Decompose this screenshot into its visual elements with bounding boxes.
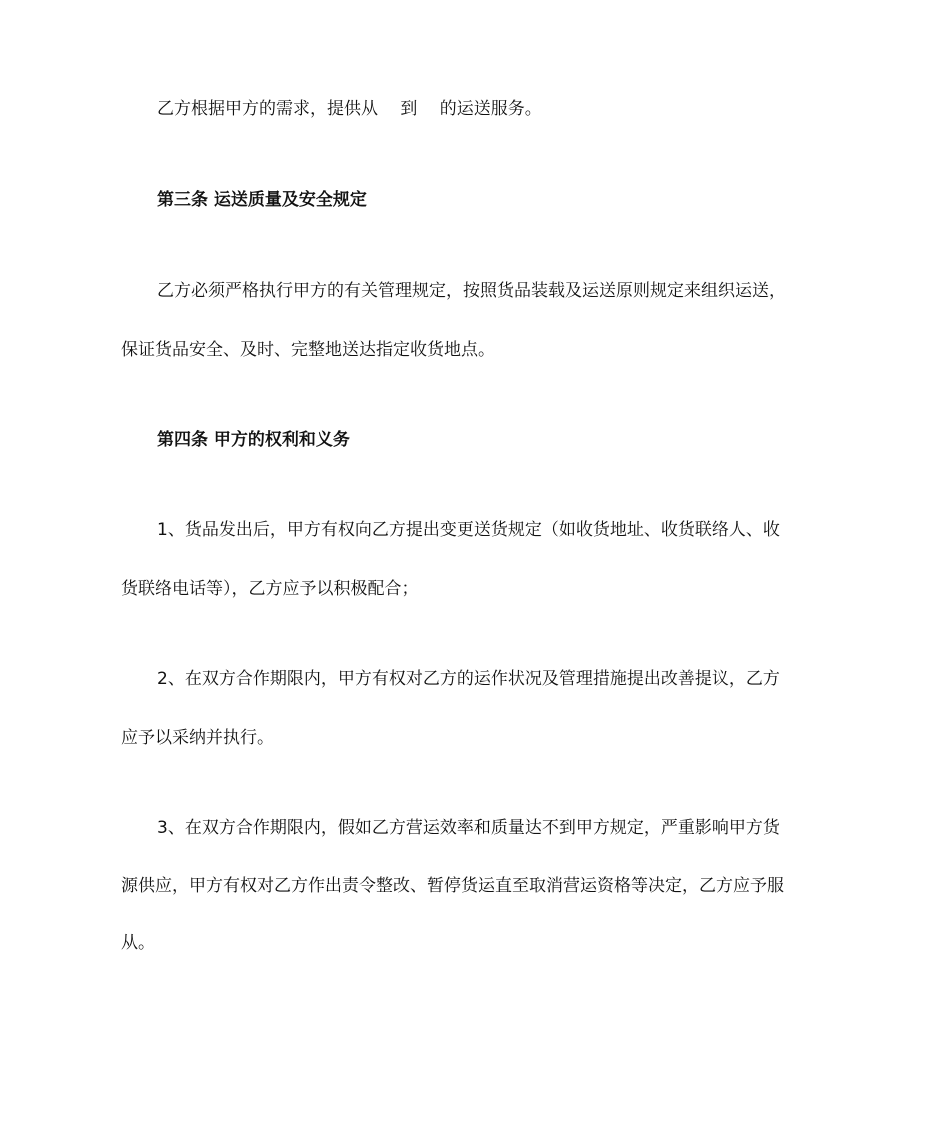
article-4-item-2-line-2: 应予以采纳并执行。 [121, 728, 274, 748]
article-4-item-1-line-1: 1、货品发出后，甲方有权向乙方提出变更送货规定（如收货地址、收货联络人、收 [157, 520, 780, 540]
service-scope-text: 乙方根据甲方的需求，提供从 到 的运送服务。 [157, 99, 542, 119]
article-4-item-1-line-2: 货联络电话等），乙方应予以积极配合； [121, 579, 419, 599]
article-3-paragraph-line-2: 保证货品安全、及时、完整地送达指定收货地点。 [121, 340, 495, 360]
article-3-paragraph-line-1: 乙方必须严格执行甲方的有关管理规定，按照货品装载及运送原则规定来组织运送， [157, 281, 786, 301]
article-4-item-3-line-3: 从。 [121, 933, 155, 953]
article-4-item-3-line-1: 3、在双方合作期限内，假如乙方营运效率和质量达不到甲方规定，严重影响甲方货 [157, 818, 780, 838]
article-4-item-3-line-2: 源供应，甲方有权对乙方作出责令整改、暂停货运直至取消营运资格等决定，乙方应予服 [121, 876, 784, 896]
article-3-heading: 第三条 运送质量及安全规定 [157, 190, 367, 210]
article-4-heading: 第四条 甲方的权利和义务 [157, 430, 350, 450]
article-4-item-2-line-1: 2、在双方合作期限内，甲方有权对乙方的运作状况及管理措施提出改善提议，乙方 [157, 669, 780, 689]
